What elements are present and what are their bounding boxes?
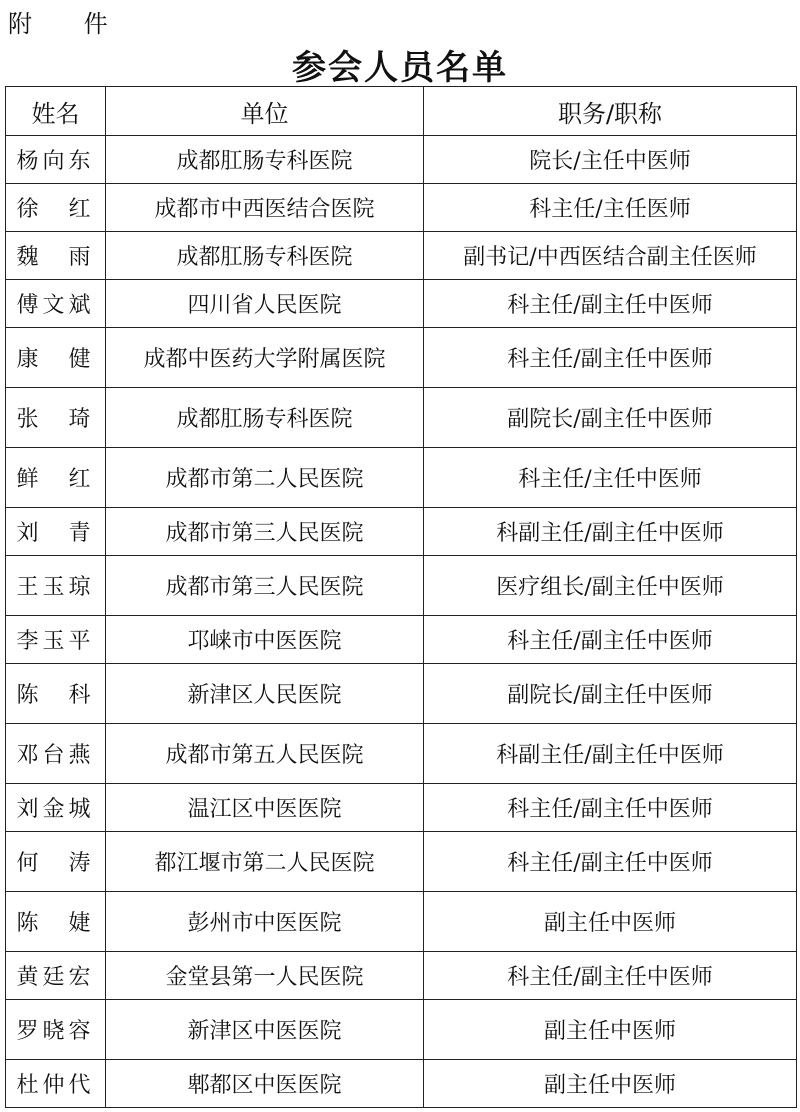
cell-title: 科主任/副主任中医师 [424, 784, 797, 832]
cell-unit: 成都中医药大学附属医院 [106, 328, 424, 388]
cell-unit: 新津区人民医院 [106, 664, 424, 724]
cell-unit: 成都肛肠专科医院 [106, 388, 424, 448]
cell-name: 康 健 [6, 328, 106, 388]
cell-name: 刘金城 [6, 784, 106, 832]
table-row [6, 1060, 797, 1108]
cell-title: 副主任中医师 [424, 1000, 797, 1060]
cell-unit: 成都市第三人民医院 [106, 508, 424, 556]
cell-title: 副院长/副主任中医师 [424, 388, 797, 448]
cell-title: 副主任中医师 [424, 892, 797, 952]
cell-title: 科主任/副主任中医师 [424, 280, 797, 328]
cell-unit: 成都市第三人民医院 [106, 556, 424, 616]
table-row [6, 1000, 797, 1060]
cell-title: 科主任/主任医师 [424, 184, 797, 232]
cell-title: 副院长/副主任中医师 [424, 664, 797, 724]
table-row [6, 280, 797, 328]
cell-title: 院长/主任中医师 [424, 136, 797, 184]
cell-name: 傅文斌 [6, 280, 106, 328]
table-row [6, 448, 797, 508]
table-row [6, 952, 797, 1000]
cell-unit: 都江堰市第二人民医院 [106, 832, 424, 892]
cell-unit: 温江区中医医院 [106, 784, 424, 832]
cell-unit: 郫都区中医医院 [106, 1060, 424, 1108]
cell-unit: 邛崃市中医医院 [106, 616, 424, 664]
cell-title: 科副主任/副主任中医师 [424, 724, 797, 784]
cell-name: 黄廷宏 [6, 952, 106, 1000]
table-row [6, 328, 797, 388]
table-row [6, 388, 797, 448]
cell-title: 科主任/副主任中医师 [424, 832, 797, 892]
column-header-unit: 单位 [106, 87, 424, 136]
cell-name: 杨向东 [6, 136, 106, 184]
table-row [6, 616, 797, 664]
cell-unit: 彭州市中医医院 [106, 892, 424, 952]
table-row [6, 664, 797, 724]
cell-title: 科主任/主任中医师 [424, 448, 797, 508]
cell-unit: 成都市第五人民医院 [106, 724, 424, 784]
cell-title: 副主任中医师 [424, 1060, 797, 1108]
cell-name: 何 涛 [6, 832, 106, 892]
table-header-row [6, 87, 797, 136]
cell-name: 魏 雨 [6, 232, 106, 280]
cell-name: 鲜 红 [6, 448, 106, 508]
cell-title: 科主任/副主任中医师 [424, 328, 797, 388]
cell-name: 王玉琼 [6, 556, 106, 616]
cell-name: 罗晓容 [6, 1000, 106, 1060]
cell-title: 科副主任/副主任中医师 [424, 508, 797, 556]
attendee-table [5, 86, 797, 1108]
cell-unit: 成都市第二人民医院 [106, 448, 424, 508]
cell-name: 邓台燕 [6, 724, 106, 784]
cell-name: 李玉平 [6, 616, 106, 664]
cell-unit: 金堂县第一人民医院 [106, 952, 424, 1000]
table-row [6, 832, 797, 892]
cell-name: 徐 红 [6, 184, 106, 232]
cell-unit: 成都市中西医结合医院 [106, 184, 424, 232]
cell-name: 张 琦 [6, 388, 106, 448]
cell-unit: 成都肛肠专科医院 [106, 136, 424, 184]
cell-name: 刘 青 [6, 508, 106, 556]
table-row [6, 892, 797, 952]
cell-name: 杜仲代 [6, 1060, 106, 1108]
column-header-title: 职务/职称 [424, 87, 797, 136]
page-title: 参会人员名单 [292, 48, 508, 88]
cell-unit: 新津区中医医院 [106, 1000, 424, 1060]
table-row [6, 184, 797, 232]
cell-unit: 成都肛肠专科医院 [106, 232, 424, 280]
table-row [6, 136, 797, 184]
cell-title: 科主任/副主任中医师 [424, 952, 797, 1000]
table-row [6, 724, 797, 784]
cell-title: 科主任/副主任中医师 [424, 616, 797, 664]
cell-name: 陈 科 [6, 664, 106, 724]
column-header-name: 姓名 [6, 87, 106, 136]
cell-unit: 四川省人民医院 [106, 280, 424, 328]
cell-title: 医疗组长/副主任中医师 [424, 556, 797, 616]
table-row [6, 556, 797, 616]
attachment-label: 附 件 [8, 10, 130, 38]
table-row [6, 508, 797, 556]
cell-title: 副书记/中西医结合副主任医师 [424, 232, 797, 280]
table-row [6, 232, 797, 280]
cell-name: 陈 婕 [6, 892, 106, 952]
table-row [6, 784, 797, 832]
